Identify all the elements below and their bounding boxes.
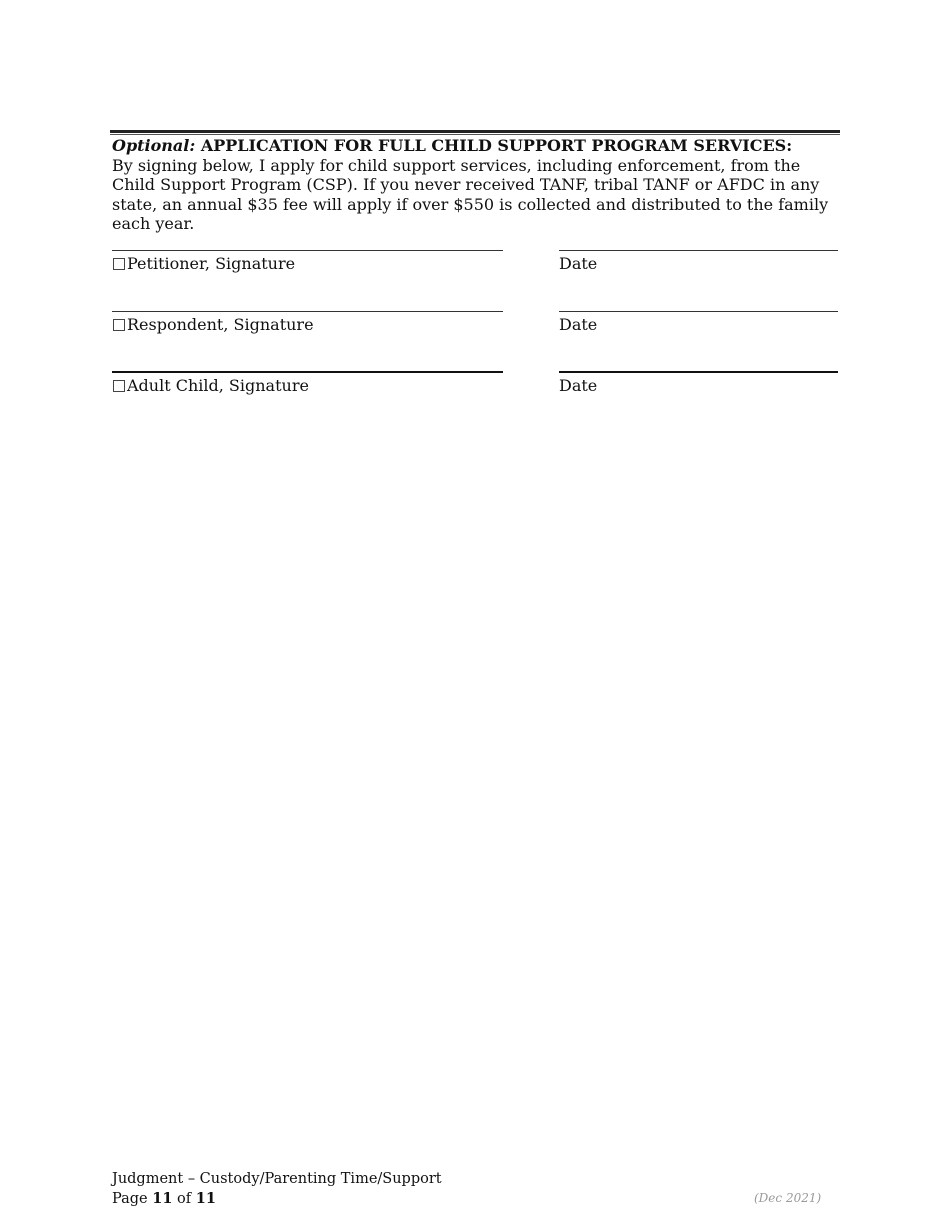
- adult-child-signature-line[interactable]: [112, 371, 503, 373]
- revision-date: (Dec 2021): [754, 1191, 822, 1205]
- page-current: 11: [152, 1190, 173, 1207]
- heading-title: APPLICATION FOR FULL CHILD SUPPORT PROGRAM SERVICES:: [200, 136, 793, 155]
- respondent-signature-field: [113, 315, 314, 335]
- respondent-date-label: Date: [559, 315, 598, 334]
- page-footer: [112, 1170, 442, 1209]
- section-body-text: By signing below, I apply for child support services, including enforcement, from the Child Support Program (CSP). If you never received TANF, tribal TANF or AFDC in any state, an annual $35 fee will apply if over $550 is collected and distributed to the family each year.: [112, 155, 829, 233]
- page-of-word: of: [177, 1191, 192, 1207]
- respondent-signature-label: Respondent, Signature: [127, 315, 314, 334]
- csp-application-section: [112, 136, 838, 234]
- petitioner-checkbox[interactable]: [113, 258, 125, 270]
- petitioner-signature-label: Petitioner, Signature: [127, 254, 296, 273]
- respondent-checkbox[interactable]: [113, 319, 125, 331]
- adult-child-signature-field: [113, 376, 309, 396]
- footer-page-number: [112, 1189, 442, 1209]
- footer-form-title: Judgment – Custody/Parenting Time/Support: [112, 1171, 442, 1187]
- respondent-signature-line[interactable]: [112, 311, 503, 312]
- petitioner-signature-line[interactable]: [112, 250, 503, 251]
- adult-child-date-line[interactable]: [559, 371, 838, 373]
- petitioner-date-line[interactable]: [559, 250, 838, 251]
- adult-child-checkbox[interactable]: [113, 380, 125, 392]
- section-top-rule: [110, 130, 840, 133]
- heading-optional-prefix: Optional:: [112, 136, 196, 155]
- petitioner-date-label: Date: [559, 254, 598, 273]
- section-top-rule-thin: [110, 134, 840, 135]
- adult-child-date-label: Date: [559, 376, 598, 395]
- respondent-date-line[interactable]: [559, 311, 838, 312]
- section-heading: [112, 136, 838, 156]
- petitioner-signature-field: [113, 254, 295, 274]
- page-word: Page: [112, 1191, 148, 1207]
- adult-child-signature-label: Adult Child, Signature: [127, 376, 309, 395]
- page-total: 11: [195, 1190, 216, 1207]
